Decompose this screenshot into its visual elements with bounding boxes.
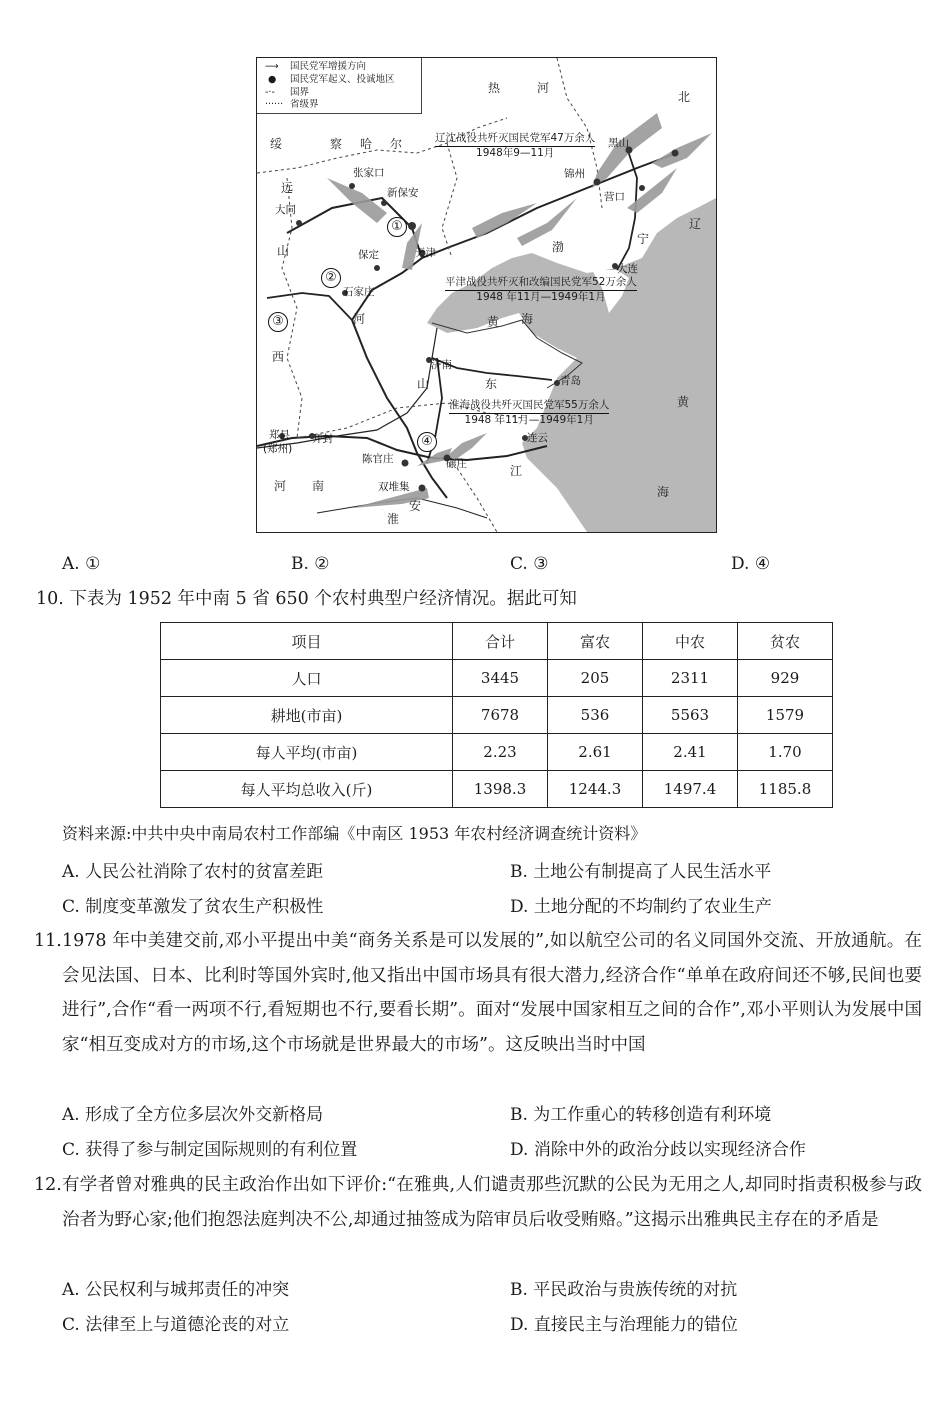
- table-cell: 2.41: [643, 734, 738, 771]
- q11-option-b[interactable]: B. 为工作重心的转移创造有利环境: [510, 1105, 772, 1125]
- q11-option-a[interactable]: A. 形成了全方位多层次外交新格局: [62, 1105, 324, 1125]
- railway-2: [352, 320, 447, 498]
- annotation-liaoshen: [435, 132, 595, 159]
- table-cell: 1497.4: [643, 771, 738, 808]
- q12-option-d[interactable]: D. 直接民主与治理能力的错位: [510, 1315, 738, 1335]
- city-label: 新保安: [387, 187, 419, 199]
- annotation-date: 1948 年11月—1949年1月: [464, 413, 594, 426]
- table-row: [161, 660, 833, 697]
- marker-4: ④: [417, 432, 437, 452]
- city-dot-yingkou: [639, 185, 645, 191]
- q9-option-c[interactable]: C. ③: [510, 554, 549, 574]
- city-label: 黑山: [608, 137, 629, 149]
- table-row: [161, 734, 833, 771]
- battle-map: [256, 57, 717, 533]
- province-border-2: [282, 178, 302, 438]
- table-header: 项目: [161, 623, 453, 660]
- table-cell: 205: [548, 660, 643, 697]
- legend-item-reinforce: ⟶ 国民党军增援方向: [265, 61, 367, 72]
- province-border-5: [442, 143, 457, 258]
- table-cell: 929: [738, 660, 833, 697]
- table-cell: 2.23: [453, 734, 548, 771]
- table-header: 合计: [453, 623, 548, 660]
- province-label: 热: [488, 81, 501, 95]
- annotation-title: 辽沈战役共歼灭国民党军47万余人: [435, 132, 595, 147]
- province-label: 山: [417, 377, 430, 391]
- province-label: 尔: [390, 137, 403, 151]
- q12-stem: 有学者曾对雅典的民主政治作出如下评价:“在雅典,人们谴责那些沉默的公民为无用之人,却同时指责积极参与政治者为野心家;他们抱怨法庭判决不公,却通过抽签成为陪审员后收受贿赂。”这揭示出雅典民主存在的矛盾是: [62, 1175, 922, 1230]
- province-label: 东: [485, 377, 498, 391]
- table-cell: 2311: [643, 660, 738, 697]
- marker-3: ③: [268, 312, 288, 332]
- city-label: 济南: [431, 359, 452, 371]
- sea-area: [427, 198, 716, 532]
- arrow-liaoshen-2: [652, 133, 712, 168]
- sea-label: 黄: [487, 315, 500, 329]
- province-label: 察: [330, 137, 343, 151]
- province-label: 北: [678, 90, 691, 104]
- table-header-row: [161, 623, 833, 660]
- q12-option-b[interactable]: B. 平民政治与贵族传统的对抗: [510, 1280, 738, 1300]
- province-label: 远: [281, 181, 294, 195]
- city-label: 石家庄: [343, 286, 375, 298]
- sea-label: 黄: [677, 395, 690, 409]
- q10-option-a[interactable]: A. 人民公社消除了农村的贫富差距: [62, 862, 324, 882]
- province-label: 宁: [637, 232, 650, 246]
- city-dot-datong: [296, 220, 302, 226]
- city-dot-heishan2: [672, 150, 679, 157]
- marker-2: ②: [321, 268, 341, 288]
- annotation-pingjin: [445, 276, 637, 303]
- q11-stem: 1978 年中美建交前,邓小平提出中美“商务关系是可以发展的”,如以航空公司的名义同国外交流、开放通航。在会见法国、日本、比利时等国外宾时,他又指出中国市场具有很大潜力,经济合作“单单在政府间还不够,民间也要进行”,合作“看一两项不行,看短期也不行,要看长期”。面对“发展中国家相互之间的合作”,邓小平则认为发展中国家“相互变成对方的市场,这个市场就是世界最大的市场”。这反映出当时中国: [62, 931, 922, 1055]
- table-cell: 人口: [161, 660, 453, 697]
- q11-option-c[interactable]: C. 获得了参与制定国际规则的有利位置: [62, 1140, 358, 1160]
- sea-label: 海: [657, 485, 670, 499]
- city-label: 天津: [415, 247, 436, 259]
- q10-table: [160, 622, 833, 808]
- annotation-huaihai: [449, 399, 609, 426]
- sea-label: 海: [521, 312, 534, 326]
- q9-option-b[interactable]: B. ②: [291, 554, 330, 574]
- q10-source: 资料来源:中共中央中南局农村工作部编《中南区 1953 年农村经济调查统计资料》: [62, 824, 647, 843]
- q11-option-d[interactable]: D. 消除中外的政治分歧以实现经济合作: [510, 1140, 806, 1160]
- q12-option-c[interactable]: C. 法律至上与道德沦丧的对立: [62, 1315, 290, 1335]
- railway-1: [287, 198, 422, 320]
- city-dot-beiping: [408, 222, 416, 230]
- table-header: 中农: [643, 623, 738, 660]
- q12-option-a[interactable]: A. 公民权利与城邦责任的冲突: [62, 1280, 290, 1300]
- q10-stem: 10. 下表为 1952 年中南 5 省 650 个农村典型户经济情况。据此可知: [36, 589, 577, 609]
- province-label: 江: [510, 464, 523, 478]
- table-cell: 536: [548, 697, 643, 734]
- province-label: 南: [312, 479, 325, 493]
- table-cell: 1185.8: [738, 771, 833, 808]
- table-row: [161, 771, 833, 808]
- city-label: 青岛: [560, 375, 581, 387]
- annotation-title: 平津战役共歼灭和改编国民党军52万余人: [445, 276, 637, 291]
- city-label: 连云: [527, 432, 548, 444]
- city-label: 开封: [312, 433, 333, 445]
- city-label: 大同: [275, 204, 296, 216]
- arrow-pingjin-3: [327, 178, 387, 223]
- city-label: 营口: [604, 191, 625, 203]
- arrow-liaoshen-3: [627, 168, 677, 213]
- legend-item-national-border: -·- 国界: [265, 87, 310, 98]
- q9-option-d[interactable]: D. ④: [731, 554, 771, 574]
- map-legend: [257, 58, 422, 114]
- table-cell: 每人平均总收入(斤): [161, 771, 453, 808]
- city-dot-baoding: [374, 265, 380, 271]
- table-cell: 1244.3: [548, 771, 643, 808]
- sea-label: 渤: [552, 240, 565, 254]
- annotation-date: 1948 年11月—1949年1月: [476, 290, 606, 303]
- city-label: 陈官庄: [362, 453, 394, 465]
- q10-option-d[interactable]: D. 土地分配的不均制约了农业生产: [510, 897, 772, 917]
- province-label: 绥: [270, 137, 283, 151]
- table-header: 贫农: [738, 623, 833, 660]
- table-row: [161, 697, 833, 734]
- legend-item-province-border: ······ 省级界: [265, 99, 319, 110]
- city-label: 张家口: [353, 167, 385, 179]
- city-dot-zhangjiakou: [349, 183, 355, 189]
- province-label: 辽: [689, 217, 702, 231]
- table-cell: 2.61: [548, 734, 643, 771]
- table-header: 富农: [548, 623, 643, 660]
- city-label: 双堆集: [378, 481, 410, 493]
- q10-option-b[interactable]: B. 土地公有制提高了人民生活水平: [510, 862, 772, 882]
- city-dot-shuangduiji: [419, 485, 426, 492]
- table-cell: 5563: [643, 697, 738, 734]
- arrow-huaihai-1: [447, 433, 487, 460]
- annotation-title: 淮海战役共歼灭国民党军55万余人: [449, 399, 609, 414]
- legend-item-uprising: ● 国民党军起义、投诚地区: [265, 74, 395, 85]
- province-label: 山: [277, 244, 290, 258]
- table-cell: 3445: [453, 660, 548, 697]
- province-label: 西: [272, 350, 285, 364]
- table-cell: 1579: [738, 697, 833, 734]
- province-label: 河: [537, 81, 550, 95]
- table-cell: 7678: [453, 697, 548, 734]
- city-label: 大连: [617, 263, 638, 275]
- table-cell: 每人平均(市亩): [161, 734, 453, 771]
- q9-option-a[interactable]: A. ①: [62, 554, 101, 574]
- province-label: 河: [274, 479, 287, 493]
- city-label: 锦州: [564, 168, 585, 180]
- city-label: 保定: [358, 249, 379, 261]
- arrow-pingjin-1: [472, 203, 537, 238]
- table-cell: 耕地(市亩): [161, 697, 453, 734]
- map-label: 安: [409, 499, 422, 513]
- city-label: (郑州): [263, 443, 293, 455]
- city-label: 郑县: [269, 429, 290, 441]
- map-label: 淮: [387, 512, 400, 526]
- q12-number: 12.: [34, 1175, 62, 1195]
- table-cell: 1398.3: [453, 771, 548, 808]
- city-dot-xinbaoan: [381, 200, 387, 206]
- province-label: 河: [353, 312, 366, 326]
- annotation-date: 1948年9—11月: [476, 146, 555, 159]
- q10-option-c[interactable]: C. 制度变革激发了贫农生产积极性: [62, 897, 324, 917]
- province-border-6: [457, 468, 497, 532]
- arrow-pingjin-2: [517, 198, 577, 246]
- province-label: 哈: [360, 137, 373, 151]
- city-label: 碾庄: [446, 458, 467, 470]
- table-cell: 1.70: [738, 734, 833, 771]
- city-dot-chenguanzhuang: [402, 460, 409, 467]
- marker-1: ①: [387, 217, 407, 237]
- city-dot-jinzhou: [594, 179, 601, 186]
- q11-number: 11.: [34, 931, 62, 951]
